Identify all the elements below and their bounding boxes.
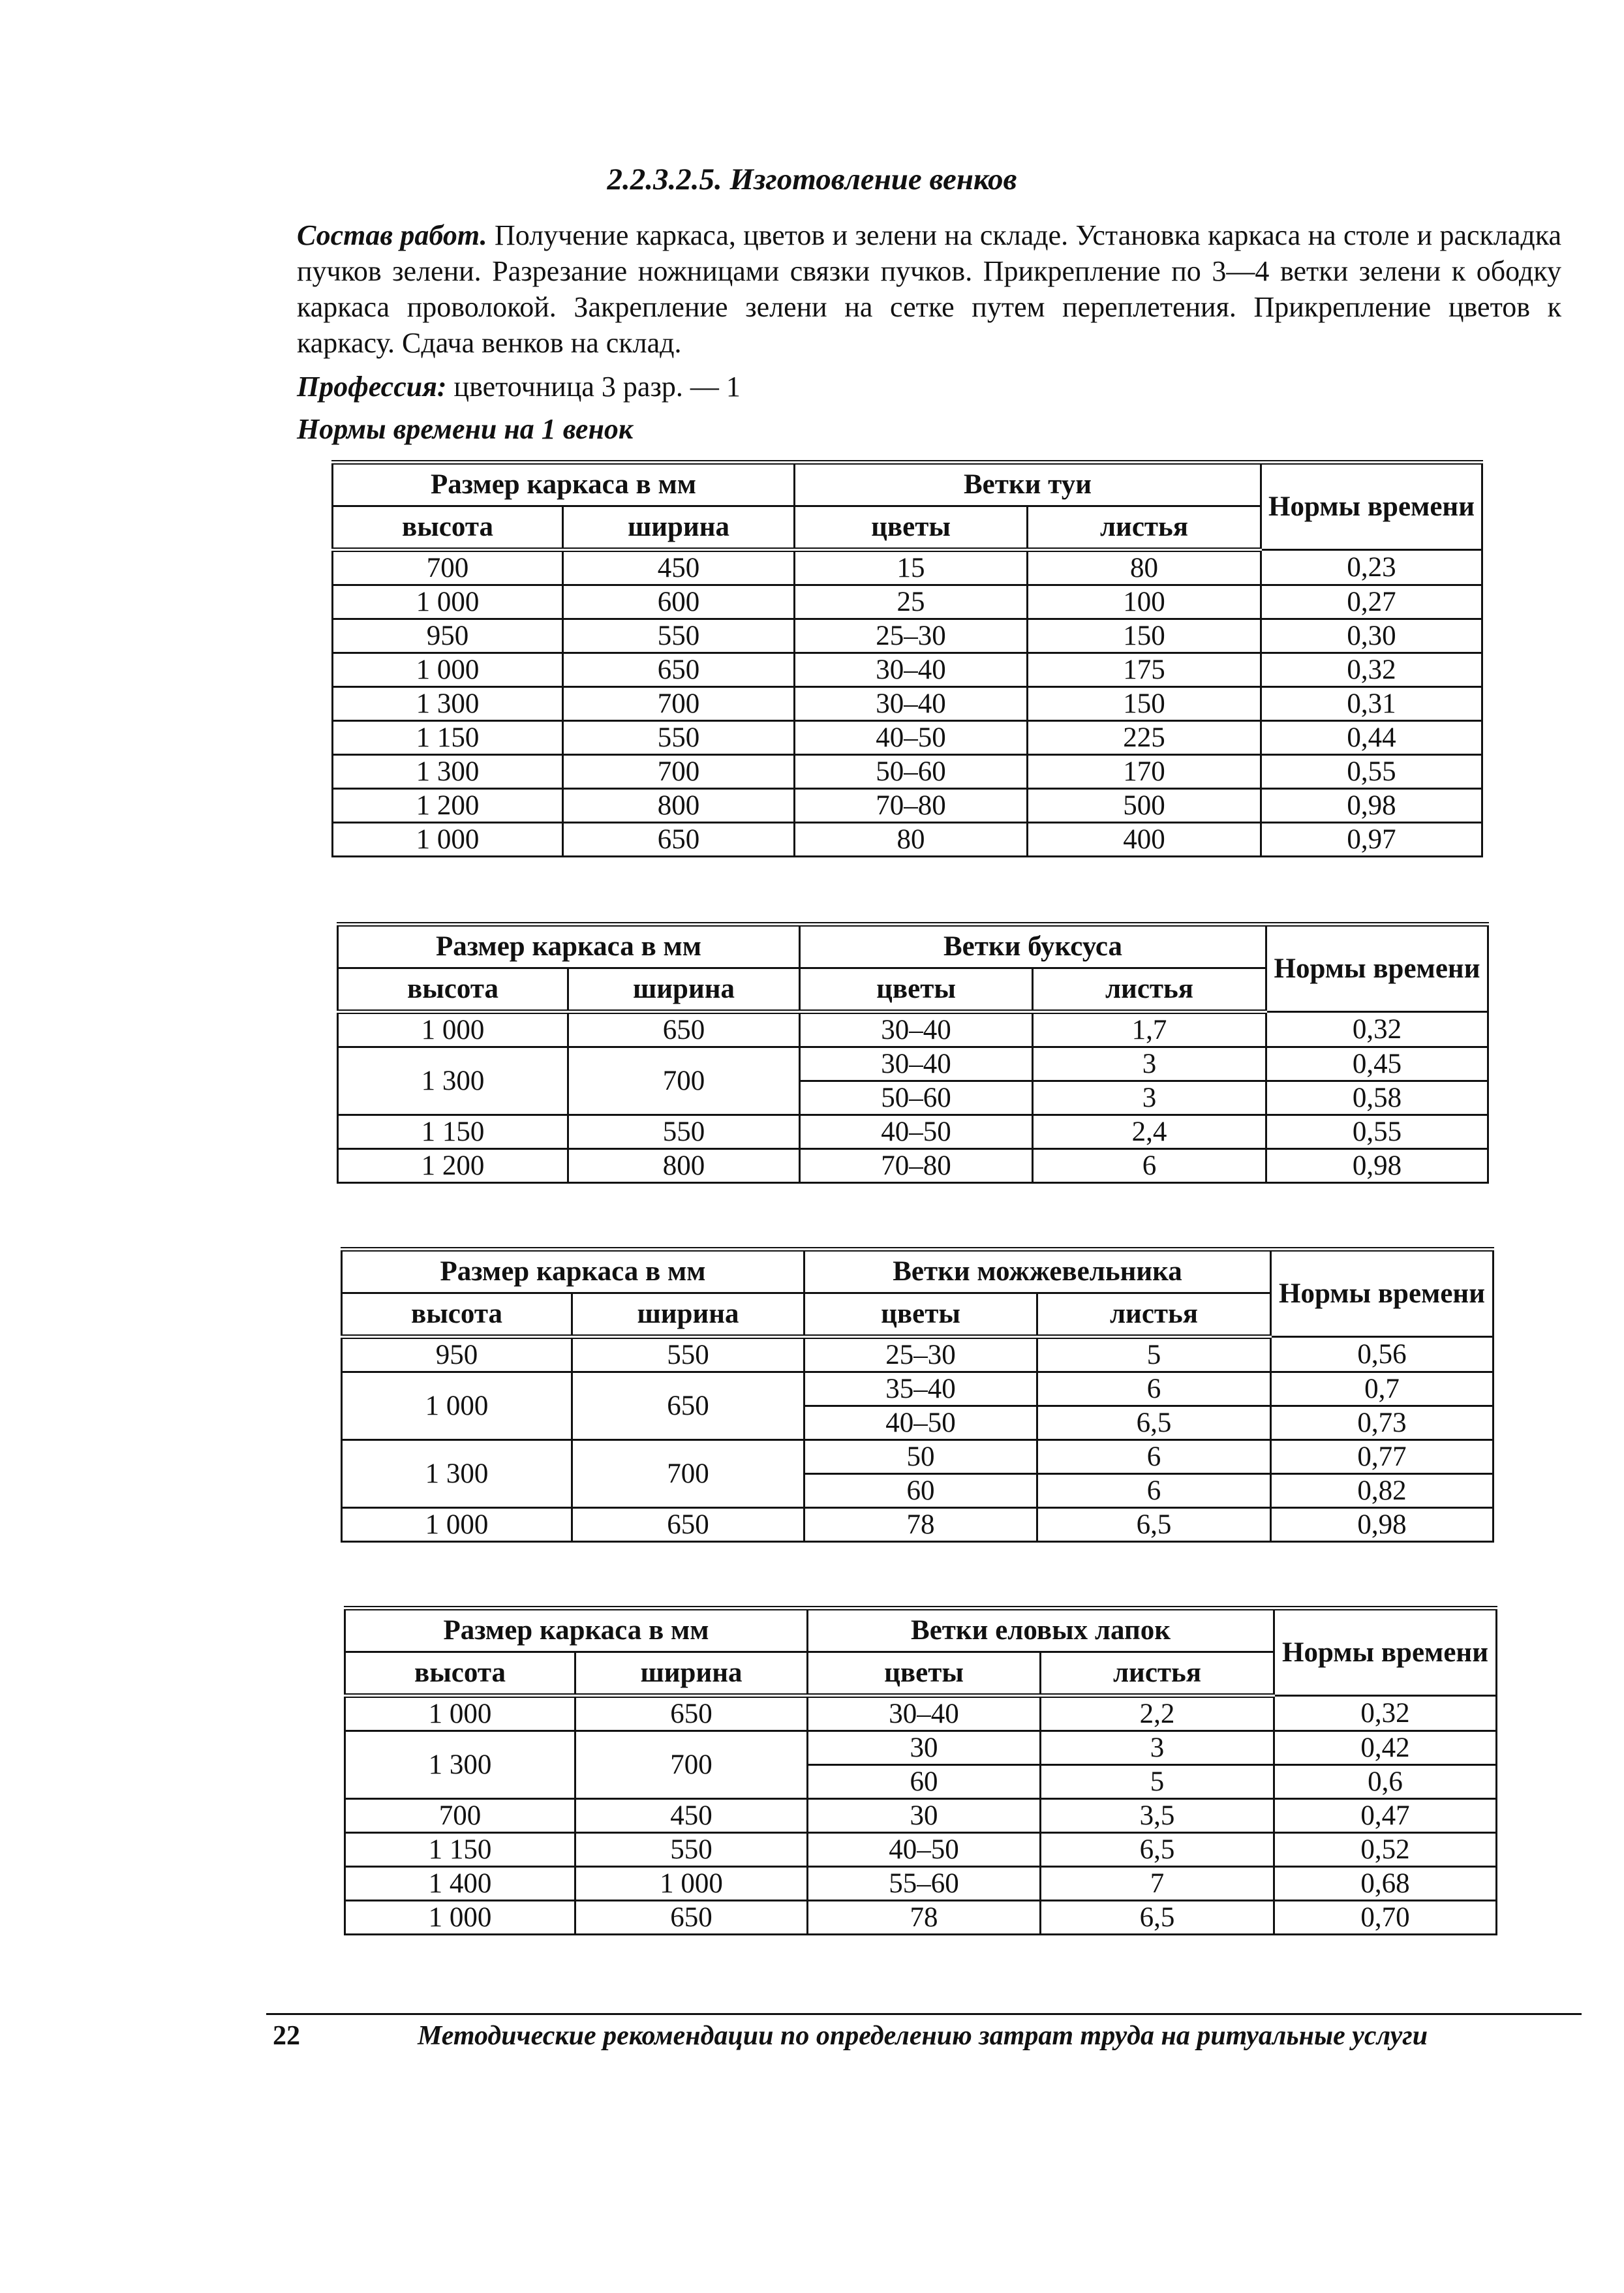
norm-cell: 0,32 xyxy=(1266,1012,1488,1047)
footer-rule xyxy=(266,2013,1582,2015)
leaves-cell: 400 xyxy=(1028,823,1261,857)
height-cell: 1 300 xyxy=(342,1440,572,1508)
table-row xyxy=(342,1508,1494,1542)
width-header: ширина xyxy=(572,1293,804,1337)
leaves-cell: 175 xyxy=(1028,653,1261,687)
leaves-cell: 500 xyxy=(1028,789,1261,823)
flowers-cell: 30–40 xyxy=(800,1012,1033,1047)
leaves-cell: 80 xyxy=(1028,550,1261,585)
table-row xyxy=(345,1867,1497,1901)
flowers-cell: 60 xyxy=(808,1765,1041,1799)
height-cell: 1 000 xyxy=(342,1372,572,1440)
leaves-cell: 6,5 xyxy=(1041,1833,1274,1867)
width-cell: 700 xyxy=(568,1047,800,1115)
leaves-cell: 100 xyxy=(1028,585,1261,619)
work-composition-label: Состав работ. xyxy=(297,219,487,251)
leaves-cell: 3,5 xyxy=(1041,1799,1274,1833)
flowers-cell: 15 xyxy=(795,550,1028,585)
flowers-cell: 78 xyxy=(804,1508,1037,1542)
table-header-row xyxy=(338,925,1488,968)
table-row xyxy=(333,789,1482,823)
height-cell: 950 xyxy=(342,1337,572,1372)
norms-table-2 xyxy=(337,922,1489,1184)
flowers-cell: 30–40 xyxy=(808,1696,1041,1731)
flowers-cell: 30–40 xyxy=(800,1047,1033,1081)
frame-size-header: Размер каркаса в мм xyxy=(342,1250,804,1293)
norm-cell: 0,98 xyxy=(1261,789,1482,823)
profession-line xyxy=(297,369,741,405)
norm-cell: 0,31 xyxy=(1261,687,1482,721)
table-row xyxy=(333,823,1482,857)
width-cell: 650 xyxy=(575,1696,808,1731)
width-cell: 550 xyxy=(572,1337,804,1372)
table-row xyxy=(338,1047,1488,1081)
leaves-header: листья xyxy=(1037,1293,1271,1337)
table-header-row xyxy=(333,463,1482,506)
norm-cell: 0,82 xyxy=(1271,1474,1494,1508)
table-header-row xyxy=(345,1608,1497,1652)
height-cell: 1 000 xyxy=(338,1012,568,1047)
flowers-cell: 50–60 xyxy=(800,1081,1033,1115)
leaves-cell: 6,5 xyxy=(1041,1901,1274,1935)
norms-header: Нормы времени xyxy=(1266,925,1488,1012)
flowers-header: цветы xyxy=(804,1293,1037,1337)
leaves-cell: 150 xyxy=(1028,687,1261,721)
width-cell: 700 xyxy=(563,687,795,721)
flowers-cell: 70–80 xyxy=(800,1149,1033,1183)
flowers-cell: 30 xyxy=(808,1799,1041,1833)
flowers-cell: 50 xyxy=(804,1440,1037,1474)
frame-size-header: Размер каркаса в мм xyxy=(338,925,800,968)
flowers-cell: 25–30 xyxy=(804,1337,1037,1372)
table-row xyxy=(333,687,1482,721)
height-cell: 700 xyxy=(333,550,563,585)
table-row xyxy=(342,1337,1494,1372)
table-row xyxy=(345,1901,1497,1935)
leaves-header: листья xyxy=(1041,1652,1274,1696)
width-header: ширина xyxy=(563,506,795,550)
branch-header: Ветки буксуса xyxy=(800,925,1266,968)
width-cell: 650 xyxy=(563,653,795,687)
flowers-cell: 40–50 xyxy=(800,1115,1033,1149)
flowers-cell: 55–60 xyxy=(808,1867,1041,1901)
leaves-cell: 3 xyxy=(1033,1047,1266,1081)
flowers-cell: 30 xyxy=(808,1731,1041,1765)
leaves-cell: 5 xyxy=(1037,1337,1271,1372)
table-row xyxy=(333,585,1482,619)
norm-cell: 0,55 xyxy=(1261,755,1482,789)
leaves-cell: 6 xyxy=(1037,1440,1271,1474)
width-cell: 550 xyxy=(568,1115,800,1149)
flowers-header: цветы xyxy=(808,1652,1041,1696)
norm-cell: 0,70 xyxy=(1274,1901,1497,1935)
norm-cell: 0,27 xyxy=(1261,585,1482,619)
height-cell: 1 300 xyxy=(338,1047,568,1115)
table-row xyxy=(338,1115,1488,1149)
width-cell: 550 xyxy=(575,1833,808,1867)
norms-table-1 xyxy=(331,460,1483,857)
width-cell: 700 xyxy=(563,755,795,789)
profession-label: Профессия: xyxy=(297,371,447,403)
table-row xyxy=(333,755,1482,789)
leaves-cell: 170 xyxy=(1028,755,1261,789)
table-row xyxy=(345,1799,1497,1833)
table-row xyxy=(345,1833,1497,1867)
norm-cell: 0,47 xyxy=(1274,1799,1497,1833)
leaves-cell: 225 xyxy=(1028,721,1261,755)
height-cell: 1 300 xyxy=(345,1731,575,1799)
flowers-cell: 25–30 xyxy=(795,619,1028,653)
frame-size-header: Размер каркаса в мм xyxy=(345,1608,808,1652)
flowers-cell: 35–40 xyxy=(804,1372,1037,1406)
flowers-cell: 30–40 xyxy=(795,687,1028,721)
norm-cell: 0,98 xyxy=(1271,1508,1494,1542)
profession-text: цветочница 3 разр. — 1 xyxy=(453,371,741,403)
flowers-cell: 80 xyxy=(795,823,1028,857)
height-cell: 1 000 xyxy=(333,585,563,619)
norm-cell: 0,42 xyxy=(1274,1731,1497,1765)
table-row xyxy=(338,1149,1488,1183)
norms-table-3 xyxy=(341,1247,1494,1543)
height-header: высота xyxy=(342,1293,572,1337)
table-row xyxy=(338,1012,1488,1047)
width-cell: 650 xyxy=(572,1372,804,1440)
flowers-cell: 40–50 xyxy=(804,1406,1037,1440)
norm-cell: 0,97 xyxy=(1261,823,1482,857)
table-row xyxy=(342,1440,1494,1474)
flowers-cell: 30–40 xyxy=(795,653,1028,687)
leaves-cell: 1,7 xyxy=(1033,1012,1266,1047)
height-header: высота xyxy=(338,968,568,1012)
norms-header: Нормы времени xyxy=(1274,1608,1497,1696)
width-cell: 800 xyxy=(568,1149,800,1183)
flowers-cell: 50–60 xyxy=(795,755,1028,789)
table-row xyxy=(342,1372,1494,1406)
leaves-cell: 7 xyxy=(1041,1867,1274,1901)
height-cell: 1 300 xyxy=(333,755,563,789)
leaves-cell: 6 xyxy=(1037,1372,1271,1406)
height-cell: 1 000 xyxy=(342,1508,572,1542)
height-cell: 1 200 xyxy=(338,1149,568,1183)
norm-cell: 0,52 xyxy=(1274,1833,1497,1867)
norm-cell: 0,98 xyxy=(1266,1149,1488,1183)
width-header: ширина xyxy=(575,1652,808,1696)
norms-header: Нормы времени xyxy=(1271,1250,1494,1337)
norm-cell: 0,44 xyxy=(1261,721,1482,755)
norms-table-4 xyxy=(344,1606,1497,1935)
width-cell: 600 xyxy=(563,585,795,619)
norm-cell: 0,23 xyxy=(1261,550,1482,585)
flowers-cell: 70–80 xyxy=(795,789,1028,823)
height-cell: 950 xyxy=(333,619,563,653)
table-row xyxy=(333,550,1482,585)
width-cell: 650 xyxy=(568,1012,800,1047)
flowers-cell: 25 xyxy=(795,585,1028,619)
width-cell: 800 xyxy=(563,789,795,823)
width-header: ширина xyxy=(568,968,800,1012)
height-header: высота xyxy=(333,506,563,550)
norm-cell: 0,55 xyxy=(1266,1115,1488,1149)
height-cell: 1 000 xyxy=(333,823,563,857)
leaves-cell: 5 xyxy=(1041,1765,1274,1799)
branch-header: Ветки еловых лапок xyxy=(808,1608,1274,1652)
table-row xyxy=(345,1696,1497,1731)
height-cell: 1 000 xyxy=(345,1696,575,1731)
norm-cell: 0,30 xyxy=(1261,619,1482,653)
height-cell: 700 xyxy=(345,1799,575,1833)
height-cell: 1 200 xyxy=(333,789,563,823)
norms-title: Нормы времени на 1 венок xyxy=(297,413,634,445)
table-row xyxy=(333,653,1482,687)
leaves-header: листья xyxy=(1028,506,1261,550)
norm-cell: 0,32 xyxy=(1274,1696,1497,1731)
height-cell: 1 150 xyxy=(338,1115,568,1149)
width-cell: 450 xyxy=(575,1799,808,1833)
leaves-cell: 150 xyxy=(1028,619,1261,653)
leaves-cell: 6,5 xyxy=(1037,1406,1271,1440)
norm-cell: 0,7 xyxy=(1271,1372,1494,1406)
table-row xyxy=(333,619,1482,653)
norm-cell: 0,32 xyxy=(1261,653,1482,687)
flowers-header: цветы xyxy=(800,968,1033,1012)
flowers-cell: 78 xyxy=(808,1901,1041,1935)
width-cell: 650 xyxy=(575,1901,808,1935)
flowers-header: цветы xyxy=(795,506,1028,550)
height-cell: 1 150 xyxy=(333,721,563,755)
leaves-cell: 3 xyxy=(1041,1731,1274,1765)
norm-cell: 0,58 xyxy=(1266,1081,1488,1115)
height-cell: 1 000 xyxy=(333,653,563,687)
width-cell: 1 000 xyxy=(575,1867,808,1901)
norm-cell: 0,73 xyxy=(1271,1406,1494,1440)
width-cell: 650 xyxy=(563,823,795,857)
footer-title: Методические рекомендации по определению затрат труда на ритуальные услуги xyxy=(418,2021,1428,2051)
height-cell: 1 300 xyxy=(333,687,563,721)
height-cell: 1 000 xyxy=(345,1901,575,1935)
flowers-cell: 40–50 xyxy=(808,1833,1041,1867)
work-composition-text: Получение каркаса, цветов и зелени на складе. Установка каркаса на столе и раскладка пучков зелени. Разрезание ножницами связки пучков. Прикрепление по 3—4 ветки зелени к ободку каркаса проволокой. Закрепление зелени на сетке путем переплетения. Прикрепление цветов к каркасу. Сдача венков на склад. xyxy=(297,219,1561,359)
branch-header: Ветки туи xyxy=(795,463,1261,506)
page-number: 22 xyxy=(273,2021,300,2051)
leaves-cell: 6 xyxy=(1037,1474,1271,1508)
width-cell: 700 xyxy=(572,1440,804,1508)
norm-cell: 0,45 xyxy=(1266,1047,1488,1081)
width-cell: 700 xyxy=(575,1731,808,1799)
norm-cell: 0,6 xyxy=(1274,1765,1497,1799)
leaves-cell: 2,4 xyxy=(1033,1115,1266,1149)
width-cell: 550 xyxy=(563,721,795,755)
work-composition-paragraph xyxy=(297,217,1561,361)
flowers-cell: 40–50 xyxy=(795,721,1028,755)
norm-cell: 0,68 xyxy=(1274,1867,1497,1901)
height-cell: 1 400 xyxy=(345,1867,575,1901)
branch-header: Ветки можжевельника xyxy=(804,1250,1271,1293)
leaves-cell: 3 xyxy=(1033,1081,1266,1115)
leaves-cell: 6 xyxy=(1033,1149,1266,1183)
norm-cell: 0,77 xyxy=(1271,1440,1494,1474)
leaves-header: листья xyxy=(1033,968,1266,1012)
height-cell: 1 150 xyxy=(345,1833,575,1867)
leaves-cell: 2,2 xyxy=(1041,1696,1274,1731)
width-cell: 650 xyxy=(572,1508,804,1542)
norm-cell: 0,56 xyxy=(1271,1337,1494,1372)
table-row xyxy=(345,1731,1497,1765)
table-row xyxy=(333,721,1482,755)
height-header: высота xyxy=(345,1652,575,1696)
frame-size-header: Размер каркаса в мм xyxy=(333,463,795,506)
leaves-cell: 6,5 xyxy=(1037,1508,1271,1542)
width-cell: 450 xyxy=(563,550,795,585)
flowers-cell: 60 xyxy=(804,1474,1037,1508)
width-cell: 550 xyxy=(563,619,795,653)
section-title: 2.2.3.2.5. Изготовление венков xyxy=(607,162,1017,196)
table-header-row xyxy=(342,1250,1494,1293)
norms-header: Нормы времени xyxy=(1261,463,1482,550)
